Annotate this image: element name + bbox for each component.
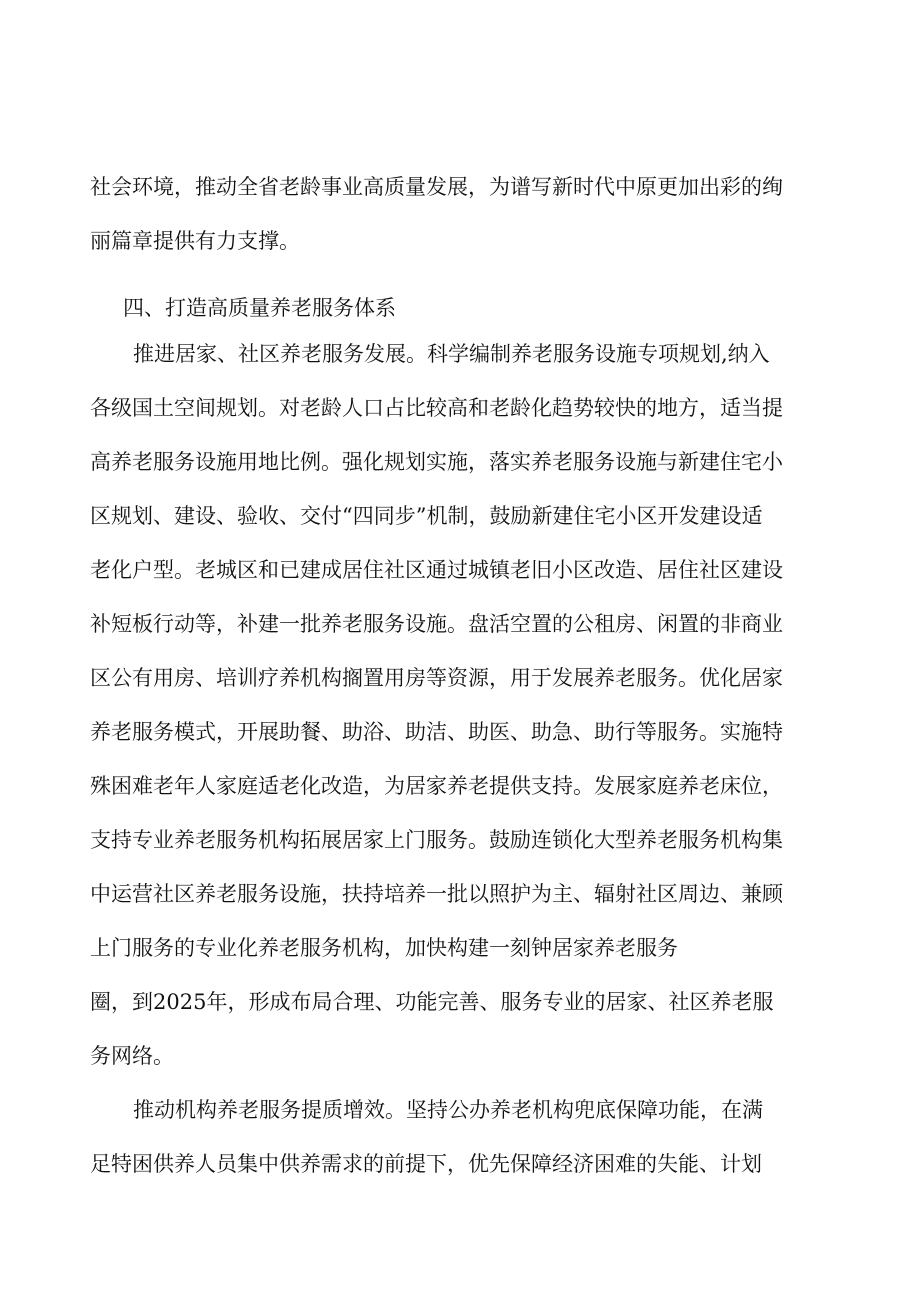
paragraph-line: 足特困供养人员集中供养需求的前提下，优先保障经济困难的失能、计划 — [90, 1152, 762, 1176]
paragraph-line: 上门服务的专业化养老服务机构，加快构建一刻钟居家养老服务 — [90, 936, 678, 960]
paragraph-line: 殊困难老年人家庭适老化改造，为居家养老提供支持。发展家庭养老床位， — [90, 774, 783, 798]
paragraph-line: 社会环境，推动全省老龄事业高质量发展，为谱写新时代中原更加出彩的绚 — [90, 175, 783, 199]
paragraph-line: 丽篇章提供有力支撑。 — [90, 229, 300, 253]
paragraph-line: 区公有用房、培训疗养机构搁置用房等资源，用于发展养老服务。优化居家 — [90, 666, 783, 690]
paragraph-line: 中运营社区养老服务设施，扶持培养一批以照护为主、辐射社区周边、兼顾 — [90, 882, 783, 906]
paragraph-line: 高养老服务设施用地比例。强化规划实施，落实养老服务设施与新建住宅小 — [90, 450, 783, 474]
paragraph-line: 养老服务模式，开展助餐、助浴、助洁、助医、助急、助行等服务。实施特 — [90, 720, 783, 744]
paragraph-line: 支持专业养老服务机构拓展居家上门服务。鼓励连锁化大型养老服务机构集 — [90, 828, 783, 852]
paragraph-line: 推进居家、社区养老服务发展。科学编制养老服务设施专项规划,纳入 — [133, 342, 770, 366]
section-heading: 四、打造高质量养老服务体系 — [123, 296, 396, 320]
paragraph-line: 区规划、建设、验收、交付“四同步”机制，鼓励新建住宅小区开发建设适 — [90, 504, 763, 528]
paragraph-line: 补短板行动等，补建一批养老服务设施。盘活空置的公租房、闲置的非商业 — [90, 612, 783, 636]
paragraph-line: 老化户型。老城区和已建成居住社区通过城镇老旧小区改造、居住社区建设 — [90, 558, 783, 582]
paragraph-line: 圈，到2025年，形成布局合理、功能完善、服务专业的居家、社区养老服 — [90, 990, 774, 1014]
paragraph-line: 各级国土空间规划。对老龄人口占比较高和老龄化趋势较快的地方，适当提 — [90, 396, 783, 420]
paragraph-line: 务网络。 — [90, 1044, 174, 1068]
paragraph-line: 推动机构养老服务提质增效。坚持公办养老机构兜底保障功能，在满 — [133, 1098, 763, 1122]
